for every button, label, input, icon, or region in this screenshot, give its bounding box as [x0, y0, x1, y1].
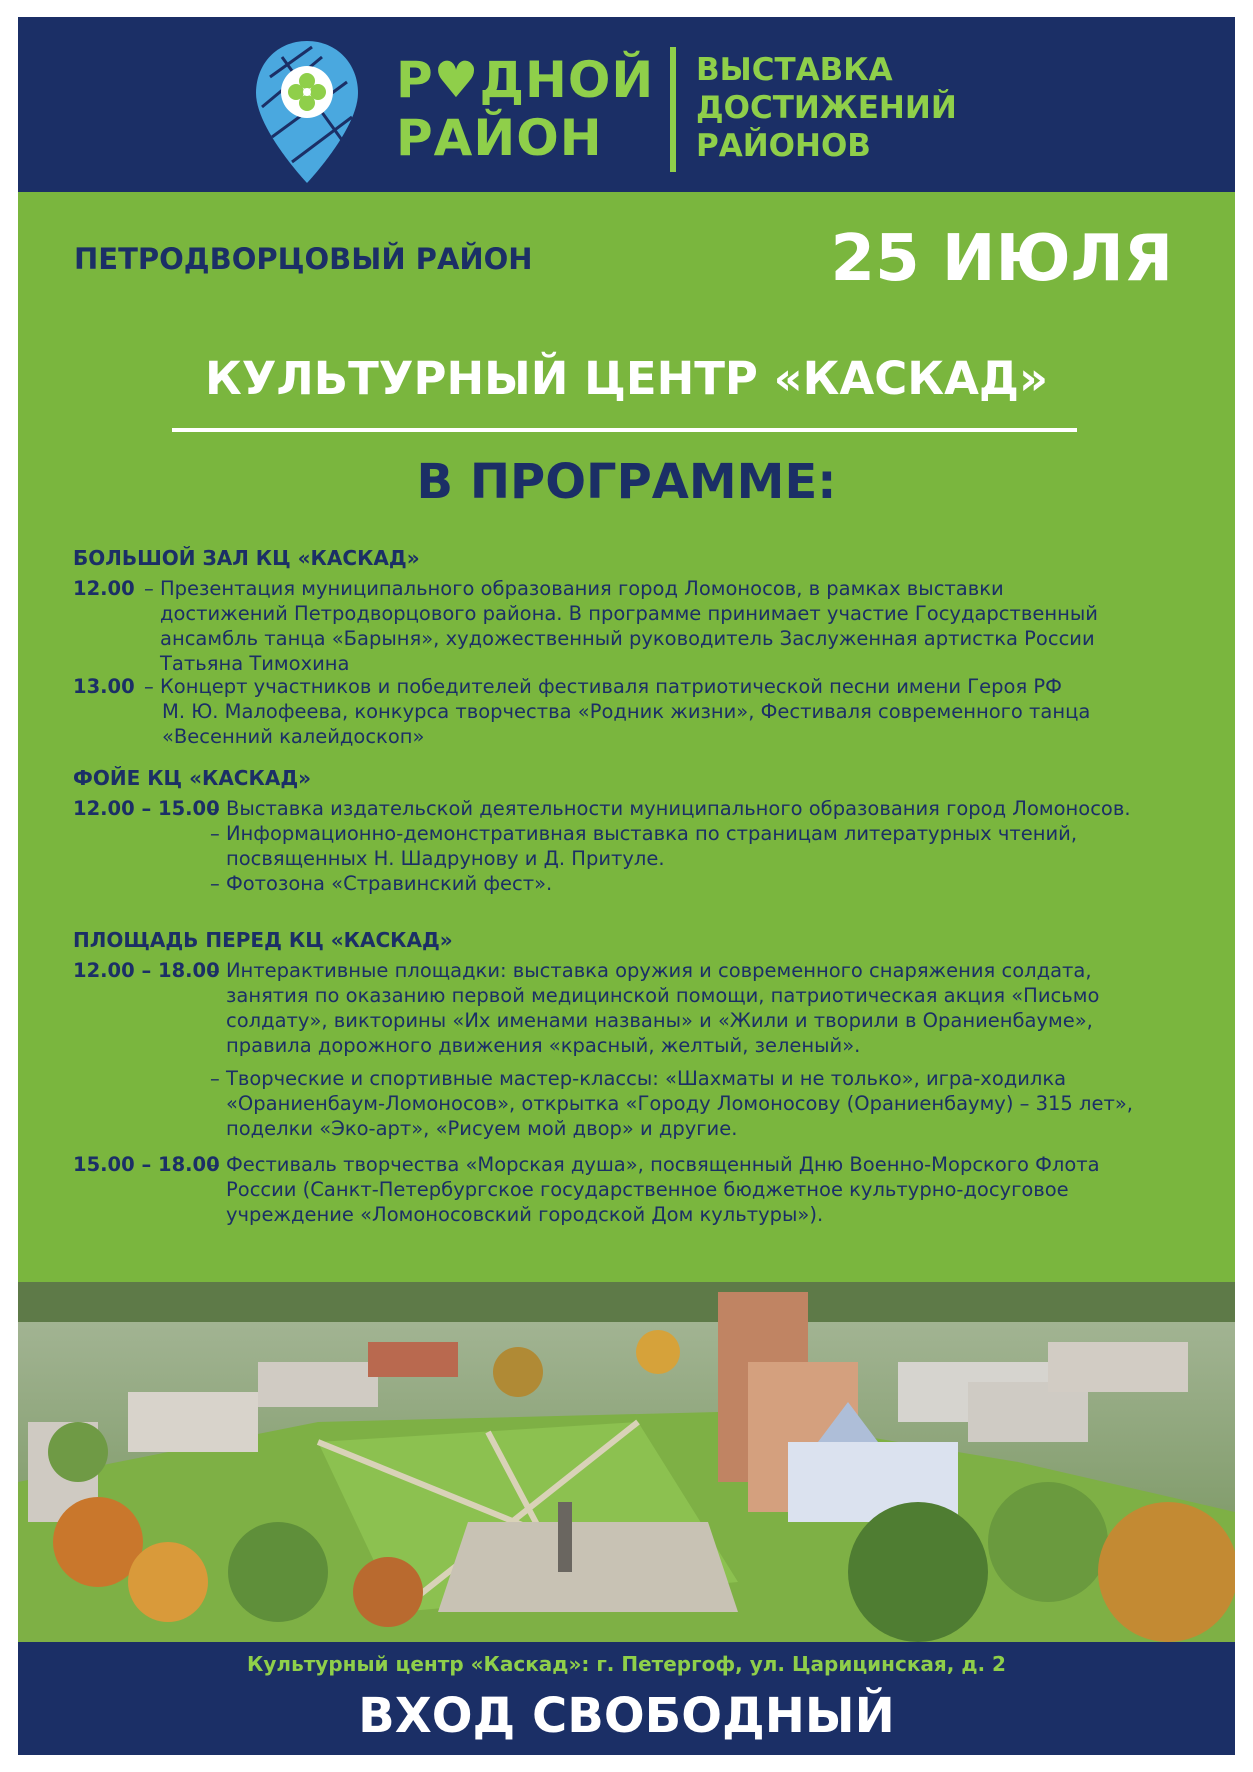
event-description: [210, 958, 1092, 983]
event-line: «Весенний калейдоскоп»: [162, 725, 425, 748]
brand-line1-rest: ДНОЙ: [479, 51, 655, 109]
header-banner: [18, 17, 1235, 192]
header-divider: [670, 47, 676, 172]
event-time: 12.00: [73, 577, 135, 600]
event-description: [210, 1066, 1066, 1091]
event-line: занятия по оказанию первой медицинской помощи, патриотическая акция «Письмо: [226, 984, 1100, 1007]
exhibition-line2: ДОСТИЖЕНИЙ: [696, 90, 957, 126]
event-description-cont: [226, 1177, 1069, 1227]
event-line: солдату», викторины «Их именами названы» и «Жили и творили в Ораниенбауме»,: [226, 1009, 1093, 1032]
event-description-cont: [210, 821, 1078, 896]
event-line: – Выставка издательской деятельности муниципального образования город Ломоносов.: [210, 797, 1131, 820]
event-description: [144, 674, 1062, 699]
brand-letter-r: Р: [396, 51, 434, 109]
district-name: ПЕТРОДВОРЦОВЫЙ РАЙОН: [74, 242, 533, 276]
event-line: учреждение «Ломоносовский городской Дом культуры»).: [226, 1203, 824, 1226]
program-panel: [18, 192, 1235, 1282]
event-description-cont: [160, 601, 1098, 676]
event-line: «Ораниенбаум-Ломоносов», открытка «Городу Ломоносову (Ораниенбауму) – 315 лет»,: [226, 1092, 1133, 1115]
event-line: – Концерт участников и победителей фестиваля патриотической песни имени Героя РФ: [144, 675, 1062, 698]
event-description-cont: [226, 1091, 1133, 1141]
section-title-square: ПЛОЩАДЬ ПЕРЕД КЦ «КАСКАД»: [73, 928, 453, 952]
exhibition-title: [696, 51, 957, 165]
poster: [18, 17, 1235, 1755]
venue-address: Культурный центр «Каскад»: г. Петергоф, ул. Царицинская, д. 2: [247, 1652, 1006, 1676]
event-line: – Фестиваль творчества «Морская душа», посвященный Дню Военно-Морского Флота: [210, 1153, 1100, 1176]
event-time: 15.00 – 18.00: [73, 1153, 220, 1176]
footer-banner: [18, 1642, 1235, 1755]
event-description-cont: [226, 983, 1099, 1058]
exhibition-line3: РАЙОНОВ: [696, 128, 871, 164]
event-date: 25 ИЮЛЯ: [830, 222, 1173, 296]
event-line: М. Ю. Малофеева, конкурса творчества «Родник жизни», Фестиваля современного танца: [162, 700, 1091, 723]
event-line: России (Санкт-Петербургское государственное бюджетное культурно-досуговое: [226, 1178, 1069, 1201]
event-description-cont: [162, 699, 1090, 749]
event-line: ансамбль танца «Барыня», художественный руководитель Заслуженная артистка России: [160, 627, 1095, 650]
event-time: 12.00 – 18.00: [73, 959, 220, 982]
map-pin-flower-icon: [252, 37, 362, 187]
event-description: [210, 1152, 1100, 1177]
event-line: – Интерактивные площадки: выставка оружия и современного снаряжения солдата,: [210, 959, 1092, 982]
aerial-city-photo: [18, 1282, 1235, 1642]
event-line: – Информационно-демонстративная выставка по страницам литературных чтений,: [210, 822, 1078, 845]
brand-name: [396, 51, 654, 167]
venue-title: КУЛЬТУРНЫЙ ЦЕНТР «КАСКАД»: [204, 352, 1049, 405]
program-heading: В ПРОГРАММЕ:: [416, 454, 837, 510]
event-line: Татьяна Тимохина: [160, 652, 350, 675]
event-description: [144, 576, 1004, 601]
event-time: 13.00: [73, 675, 135, 698]
exhibition-line1: ВЫСТАВКА: [696, 52, 893, 88]
event-line: – Презентация муниципального образования город Ломоносов, в рамках выставки: [144, 577, 1004, 600]
event-description: [210, 796, 1131, 821]
venue-underline: [172, 428, 1077, 432]
event-line: посвященных Н. Шадрунову и Д. Притуле.: [226, 847, 665, 870]
event-line: правила дорожного движения «красный, желтый, зеленый».: [226, 1034, 861, 1057]
heart-icon: ♥: [433, 51, 480, 109]
event-time: 12.00 – 15.00: [73, 797, 220, 820]
event-line: – Творческие и спортивные мастер-классы: «Шахматы и не только», игра-ходилка: [210, 1067, 1067, 1090]
brand-line2: РАЙОН: [396, 109, 603, 167]
section-title-foyer: ФОЙЕ КЦ «КАСКАД»: [73, 766, 312, 790]
event-line: – Фотозона «Стравинский фест».: [210, 872, 553, 895]
section-title-hall: БОЛЬШОЙ ЗАЛ КЦ «КАСКАД»: [73, 546, 420, 570]
free-entry-label: ВХОД СВОБОДНЫЙ: [358, 1688, 895, 1744]
event-line: достижений Петродворцового района. В программе принимает участие Государственный: [160, 602, 1098, 625]
event-line: поделки «Эко-арт», «Рисуем мой двор» и другие.: [226, 1117, 738, 1140]
